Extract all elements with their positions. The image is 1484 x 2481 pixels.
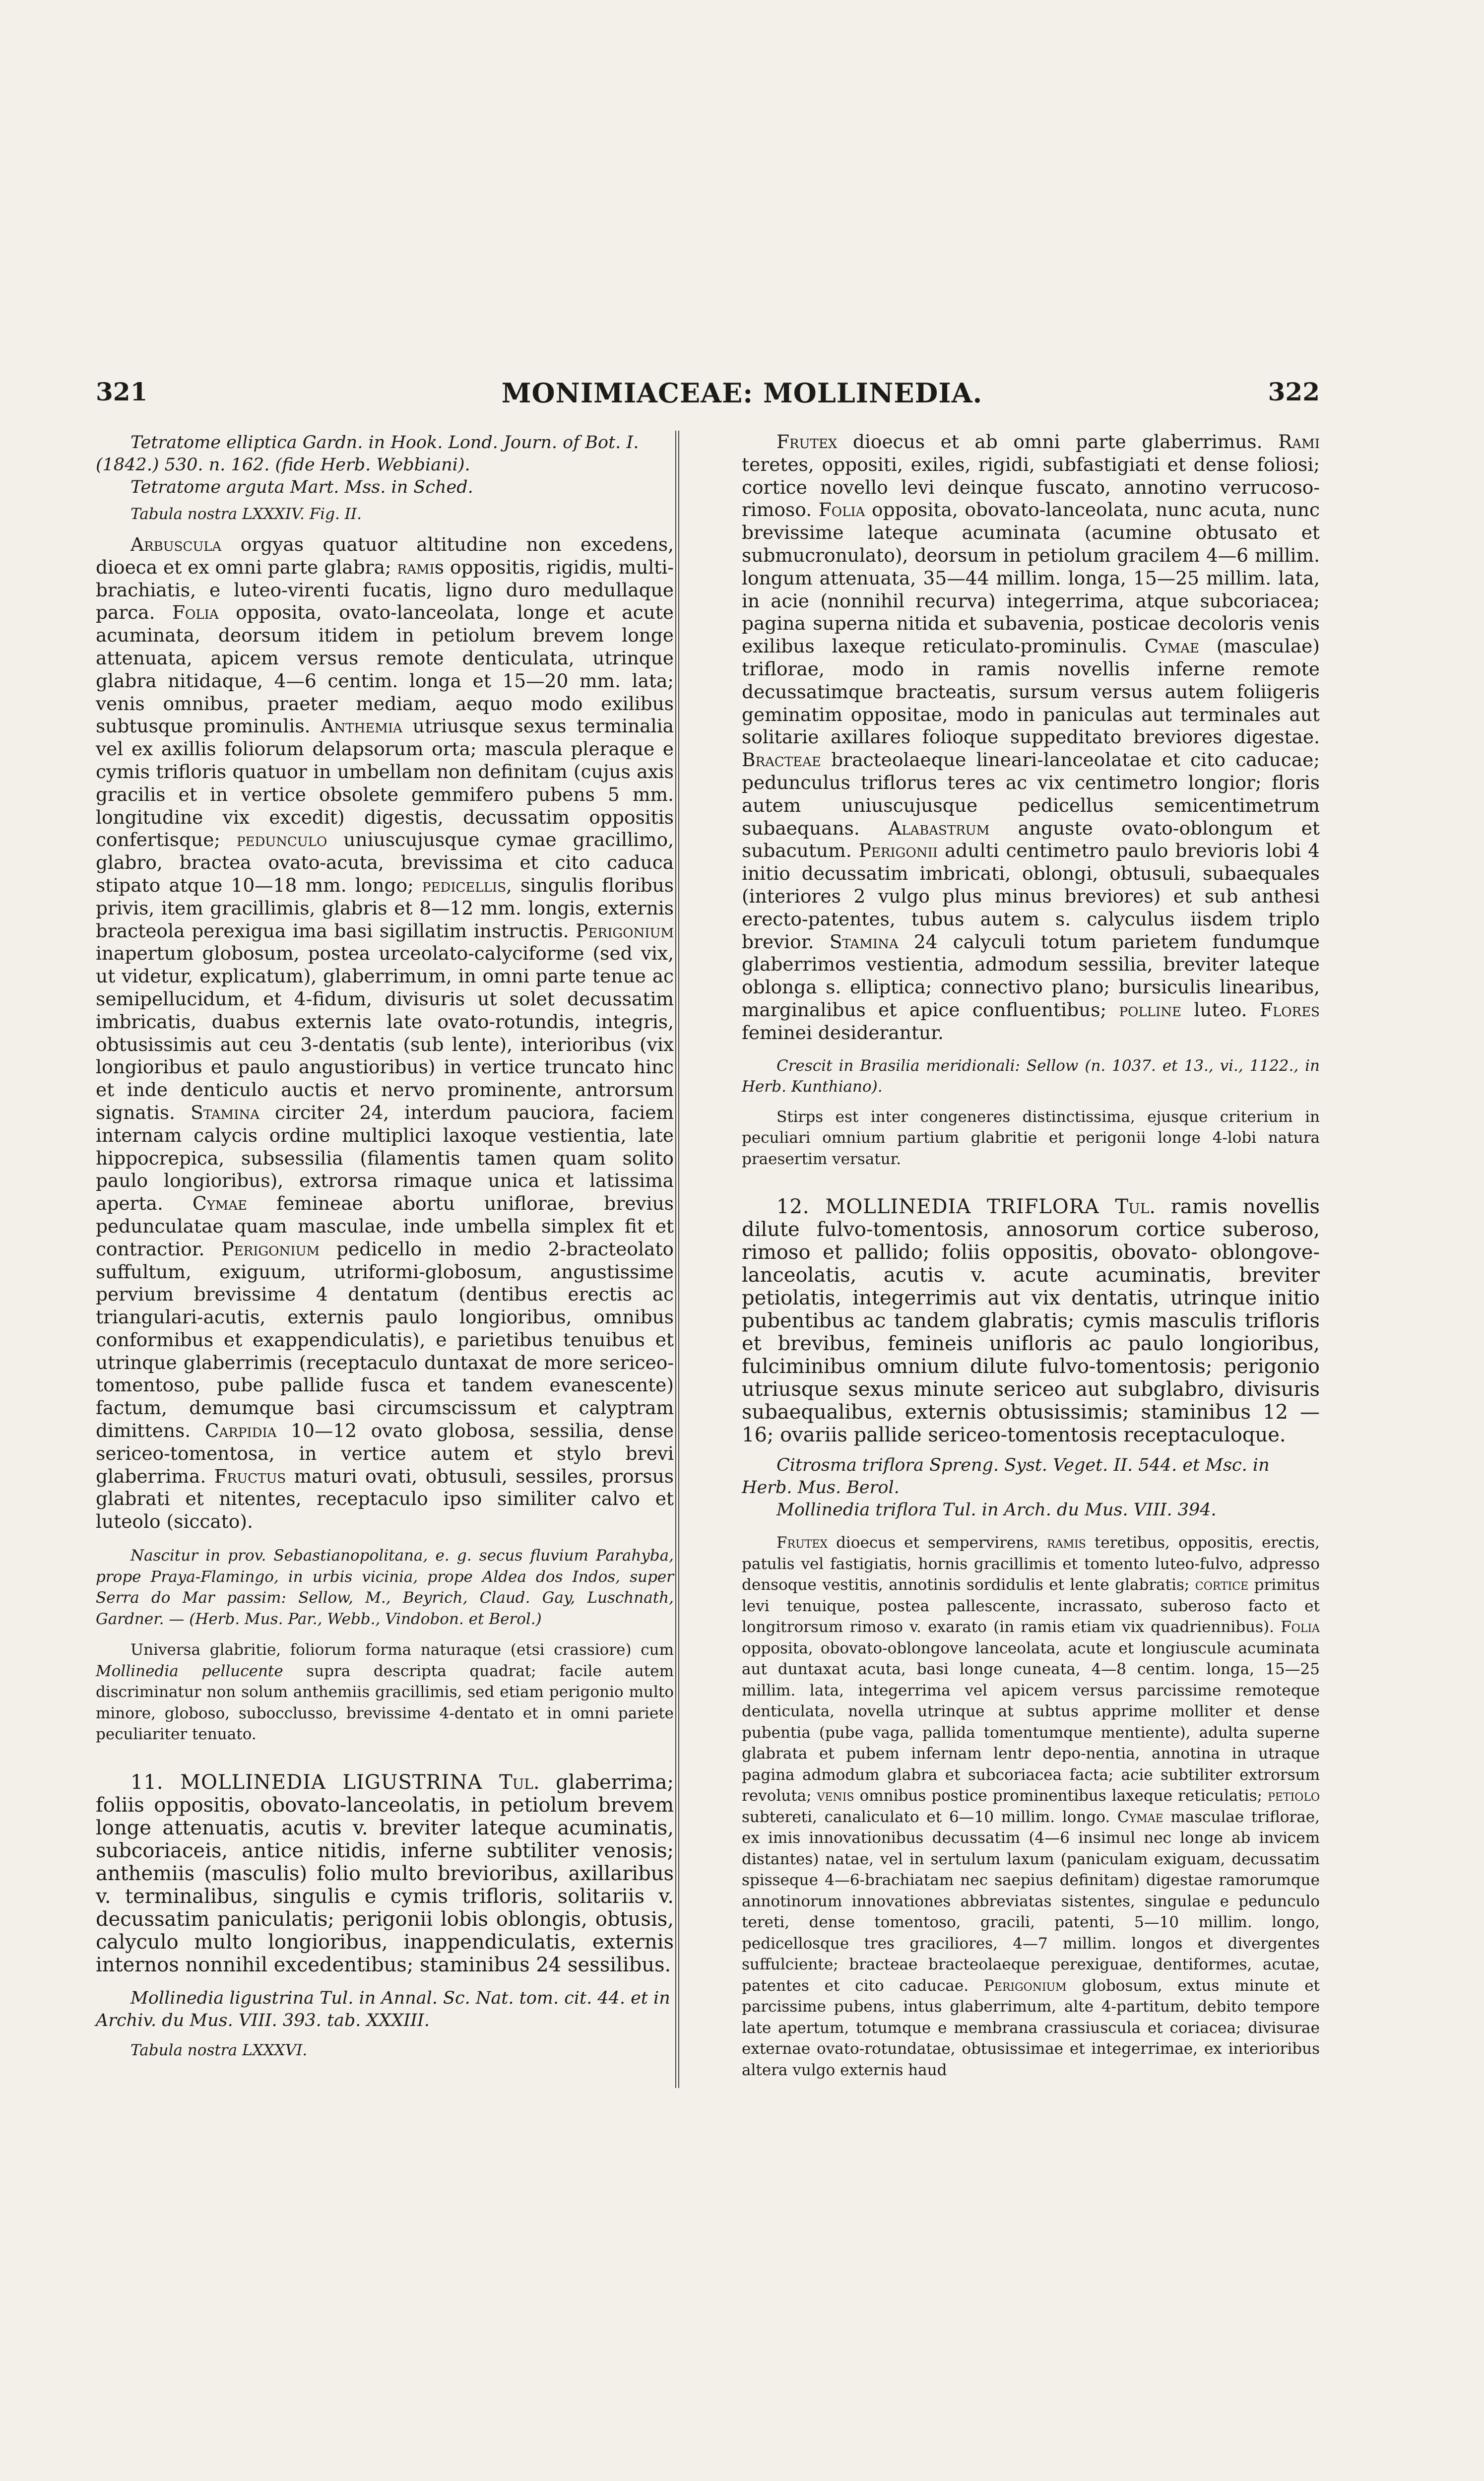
term: Perigonium [576, 919, 674, 942]
term: venis [817, 1787, 854, 1805]
term: pedunculo [236, 829, 327, 851]
remark-note: Stirps est inter congeneres distinctissima, ejusque criterium in peculiari omnium partium glabritie et perigonii longe 4-lobi natura praesertim versatur. [742, 1108, 1320, 1168]
habitat-note: Crescit in Brasilia meridionali: Sellow (n. 1037. et 13., vi., 1122., in Herb. Kunthiano). [742, 1056, 1320, 1096]
term: Rami [1278, 431, 1320, 453]
plate-reference: Tabula nostra LXXXIV. Fig. II. [130, 505, 362, 523]
term: Flores [1260, 998, 1320, 1021]
species-diagnosis: 12. MOLLINEDIA TRIFLORA Tul. ramis novellis dilute fulvo-tomentosis, annosorum cortice suberoso, rimoso et pallido; foliis oppositis, obovato- oblongove-lanceolatis, acutis v. acute acuminatis, breviter petiolatis, integerrimis aut vix dentatis, utrinque initio pubentibus ac tandem glabratis; cymis masculis trifloris et brevibus, femineis unifloris ac paulo longioribus, fulciminibus omnium dilute fulvo-tomentosis; perigonio utriusque sexus minute sericeo aut subglabro, divisuris subaequalibus, externis obtusissimis; staminibus 12 — 16; ovariis pallide sericeo-tomentosis receptaculoque. [742, 1195, 1320, 1447]
term: Fructus [214, 1465, 286, 1487]
term: Bracteae [742, 749, 821, 771]
term: rami [397, 556, 435, 578]
synonym-reference: Tetratome elliptica Gardn. in Hook. Lond. Journ. of Bot. I. (1842.) 530. n. 162. (fide Herb. Webbiani). [96, 433, 639, 475]
term: Frutex [776, 1534, 828, 1552]
right-column [742, 431, 1320, 2081]
column-divider [675, 431, 679, 2088]
synonym-reference: Citrosma triflora Spreng. Syst. Veget. II. 544. et Msc. in Herb. Mus. Berol. [742, 1455, 1270, 1498]
description-paragraph: Frutex dioecus et ab omni parte glaberrimus. Rami teretes, oppositi, exiles, rigidi, subfastigiati et dense foliosi; cortice novello levi deinque fuscato, annotino verrucoso-rimoso. Folia opposita, obovato-lanceolata, nunc acuta, nunc brevissime lateque acuminata (acumine obtusato et submucronulato), deorsum in petiolum gracilem 4—6 millim. longum attenuata, 35—44 millim. longa, 15—25 millim. lata, in acie (nonnihil recurva) integerrima, atque subcoriacea; pagina superna nitida et subavenia, posticae decoloris venis exilibus laxeque reticulato-prominulis. Cymae (masculae) triflorae, modo in ramis novellis inferne remote decussatimque bracteatis, sursum versus autem foliigeris geminatim oppositae, modo in paniculas aut terminales aut solitarie axillares folioque suppeditato breviores digestae. Bracteae bracteolaeque lineari-lanceolatae et cito caducae; pedunculus triflorus teres ac vix centimetro longior; floris autem uniuscujusque pedicellus semicentimetrum subaequans. Alabastrum anguste ovato-oblongum et subacutum. Perigonii adulti centimetro paulo brevioris lobi 4 initio decussatim imbricati, oblongi, obtusuli, subaequales (interiores 2 vulgo plus minus breviores) et sub anthesi erecto-patentes, tubus autem s. calyculus iisdem triplo brevior. Stamina 24 calyculi totum parietem fundumque glaberrimos vestientia, admodum sessilia, breviter lateque oblonga s. elliptica; connectivo plano; bursiculis linearibus, marginalibus et apice confluentibus; polline luteo. Flores feminei desiderantur. [742, 431, 1320, 1044]
term: Alabastrum [888, 817, 990, 839]
term: Perigonii [858, 840, 938, 862]
term: polline [1119, 998, 1181, 1021]
term: Cymae [192, 1192, 248, 1215]
page-number-right: 322 [1268, 377, 1320, 406]
term: Frutex [776, 431, 838, 453]
species-diagnosis: 11. MOLLINEDIA LIGUSTRINA Tul. glaberrima; foliis oppositis, obovato-lanceolatis, in petiolum brevem longe attenuatis, acutis v. breviter lateque acuminatis, subcoriaceis, antice nitidis, inferne subtiliter venosis; anthemiis (masculis) folio multo brevioribus, axillaribus v. terminalibus, singulis e cymis trifloris, solitariis v. decussatim paniculatis; perigonii lobis oblongis, obtusis, calyculo multo longioribus, inappendiculatis, externis internos nonnihil excedentibus; staminibus 24 sessilibus. [96, 1770, 674, 1976]
remark-note: Universa glabritie, foliorum forma naturaque (etsi crassiore) cum Mollinedia pellucente supra descripta quadrat; facile autem discriminatur non solum anthemiis gracillimis, sed etiam perigonio multo minore, globoso, subocclusso, brevissime 4-dentato et in omni pariete peculiariter tenuato. [96, 1641, 674, 1744]
species-heading: 11. MOLLINEDIA LIGUSTRINA [130, 1770, 499, 1794]
running-head: MONIMIACEAE: MOLLINEDIA. [501, 377, 983, 409]
term: Perigonium [221, 1238, 320, 1260]
term: Folia [172, 601, 219, 624]
term: Folia [818, 499, 865, 521]
term: Cymae [1117, 1808, 1163, 1826]
term: pedicellis [422, 874, 507, 896]
term: cortice [1195, 1576, 1249, 1594]
species-heading: 12. MOLLINEDIA TRIFLORA [776, 1195, 1115, 1219]
page-header [0, 377, 1484, 417]
term: Anthemia [321, 715, 402, 737]
description-paragraph: Frutex dioecus et sempervirens, ramis teretibus, oppositis, erectis, patulis vel fastigiatis, hornis gracillimis et tomento luteo-fulvo, adpresso densoque vestitis, annotinis sordidulis et lente glabratis; cortice primitus levi tenuique, postea pallescente, incrassato, suberoso facto et longitrorsum rimoso v. exarato (in ramis etiam vix quadriennibus). Folia opposita, obovato-oblongove lanceolata, acute et longiuscule acuminata aut duntaxat acuta, basi longe cuneata, 4—8 centim. longa, 15—25 millim. lata, integerrima vel apicem versus parcissime remoteque denticulata, novella utrinque at subtus apprime molliter et dense pubentia (pube vaga, pallida tomentumque mentiente), adulta superne glabrata et pubem infernam lentr depo-nentia, annotina in utraque pagina admodum glabra et subcoriacea facta; acie subtiliter extrorsum revoluta; venis omnibus postice prominentibus laxeque reticulatis; petiolo subtereti, canaliculato et 6—10 millim. longo. Cymae masculae triflorae, ex imis innovationibus decussatim (4—6 insimul nec longe ab invicem distantes) natae, vel in sertulum laxum (paniculam exiguam, decussatim spisseque 4—6-brachiatam nec saepius definitam) digestae ramorumque annotinorum innovationes abbreviatas sistentes, singulae e pedunculo tereti, dense tomentoso, gracili, patenti, 5—10 millim. longo, pedicellosque tres graciliores, 4—7 millim. longos et divergentes suffulciente; bracteae bracteolaeque perexiguae, dentiformes, acutae, patentes et cito caducae. Perigonium globosum, extus minute et parcissime pubens, intus glaberrimum, alte 4-partitum, debito tempore late apertum, totumque e membrana crassiuscula et coriacea; divisurae externae ovato-rotundatae, obtusissimae et integerrimae, ex interioribus altera vulgo externis haud [742, 1534, 1320, 2079]
term: Stamina [829, 930, 899, 953]
synonym-reference: Mollinedia ligustrina Tul. in Annal. Sc. Nat. tom. cit. 44. et in Archiv. du Mus. VIII. 393. tab. XXXIII. [96, 1988, 670, 2030]
term: Arbuscula [130, 533, 222, 555]
synonym-reference: Mollinedia triflora Tul. in Arch. du Mus. VIII. 394. [776, 1500, 1217, 1520]
habitat-note: Nascitur in prov. Sebastianopolitana, e. g. secus fluvium Parahyba, prope Praya-Flamingo, in urbis vicinia, prope Aldea dos Indos, super Serra do Mar passim: Sellow, M., Beyrich, Claud. Gay, Luschnath, Gardner. — (Herb. Mus. Par., Webb., Vindobon. et Berol.) [96, 1547, 674, 1628]
term: Carpidia [204, 1420, 277, 1442]
plate-reference: Tabula nostra LXXXVI. [130, 2041, 308, 2059]
term: Stamina [191, 1101, 259, 1123]
term: petiolo [1268, 1787, 1320, 1805]
term: Cymae [1144, 635, 1200, 657]
description-paragraph: Arbuscula orgyas quatuor altitudine non excedens, dioeca et ex omni parte glabra; ramis oppositis, rigidis, multi-brachiatis, e luteo-virenti fucatis, ligno duro medullaque parca. Folia opposita, ovato-lanceolata, longe et acute acuminata, deorsum itidem in petiolum brevem longe attenuata, apicem versus remote denticulata, utrinque glabra nitidaque, 4—6 centim. longa et 15—20 mm. lata; venis omnibus, praeter mediam, aequo modo exilibus subtusque prominulis. Anthemia utriusque sexus terminalia vel ex axillis foliorum delapsorum orta; mascula pleraque e cymis trifloris quatuor in umbellam non definitam (cujus axis gracilis et in vertice obsolete gemmifero pubens 5 mm. longitudine vix excedit) digestis, decussatim oppositis confertisque; pedunculo uniuscujusque cymae gracillimo, glabro, bractea ovato-acuta, brevissima et cito caduca stipato atque 10—18 mm. longo; pedicellis, singulis floribus privis, item gracillimis, glabris et 8—12 mm. longis, externis bracteola perexigua ima basi sigillatim instructis. Perigonium inapertum globosum, postea urceolato-calyciforme (sed vix, ut videtur, explicatum), glaberrimum, in omni parte tenue ac semipellucidum, et 4-fidum, divisuris ut solet decussatim imbricatis, duabus externis late ovato-rotundis, integris, obtusissimis aut ceu 3-dentatis (sub lente), interioribus (vix longioribus et paulo angustioribus) in vertice truncato hinc et inde denticulo auctis et nervo prominente, antrorsum signatis. Stamina circiter 24, interdum pauciora, faciem internam calycis ordine multiplici laxoque vestientia, late hippocrepica, subsessilia (filamentis tamen quam solito paulo longioribus), extrorsa rimaque unica et latissima aperta. Cymae femineae abortu uniflorae, brevius pedunculatae quam masculae, inde umbella simplex fit et contractior. Perigonium pedicello in medio 2-bracteolato suffultum, exiguum, utriformi-globosum, angustissime pervium brevissime 4 dentatum (dentibus erectis ac triangulari-acutis, externis paulo longioribus, omnibus conformibus et exappendiculatis), e parietibus tenuibus et utrinque glaberrimis (receptaculo duntaxat de more sericeo-tomentoso, pube pallide fusca et tandem evanescente) factum, demumque basi circumscissum et calyptram dimittens. Carpidia 10—12 ovato globosa, sessilia, dense sericeo-tomentosa, in vertice autem et stylo brevi glaberrima. Fructus maturi ovati, obtusuli, sessiles, prorsus glabrati et nitentes, receptaculo ipso similiter calvo et luteolo (siccato). [96, 533, 674, 1533]
term: Folia [1281, 1618, 1320, 1636]
page-number-left: 321 [96, 377, 148, 406]
term: ramis [1047, 1534, 1086, 1552]
left-column [96, 431, 674, 2061]
synonym-reference: Tetratome arguta Mart. Mss. in Sched. [130, 477, 473, 497]
term: Perigonium [983, 1976, 1067, 1995]
